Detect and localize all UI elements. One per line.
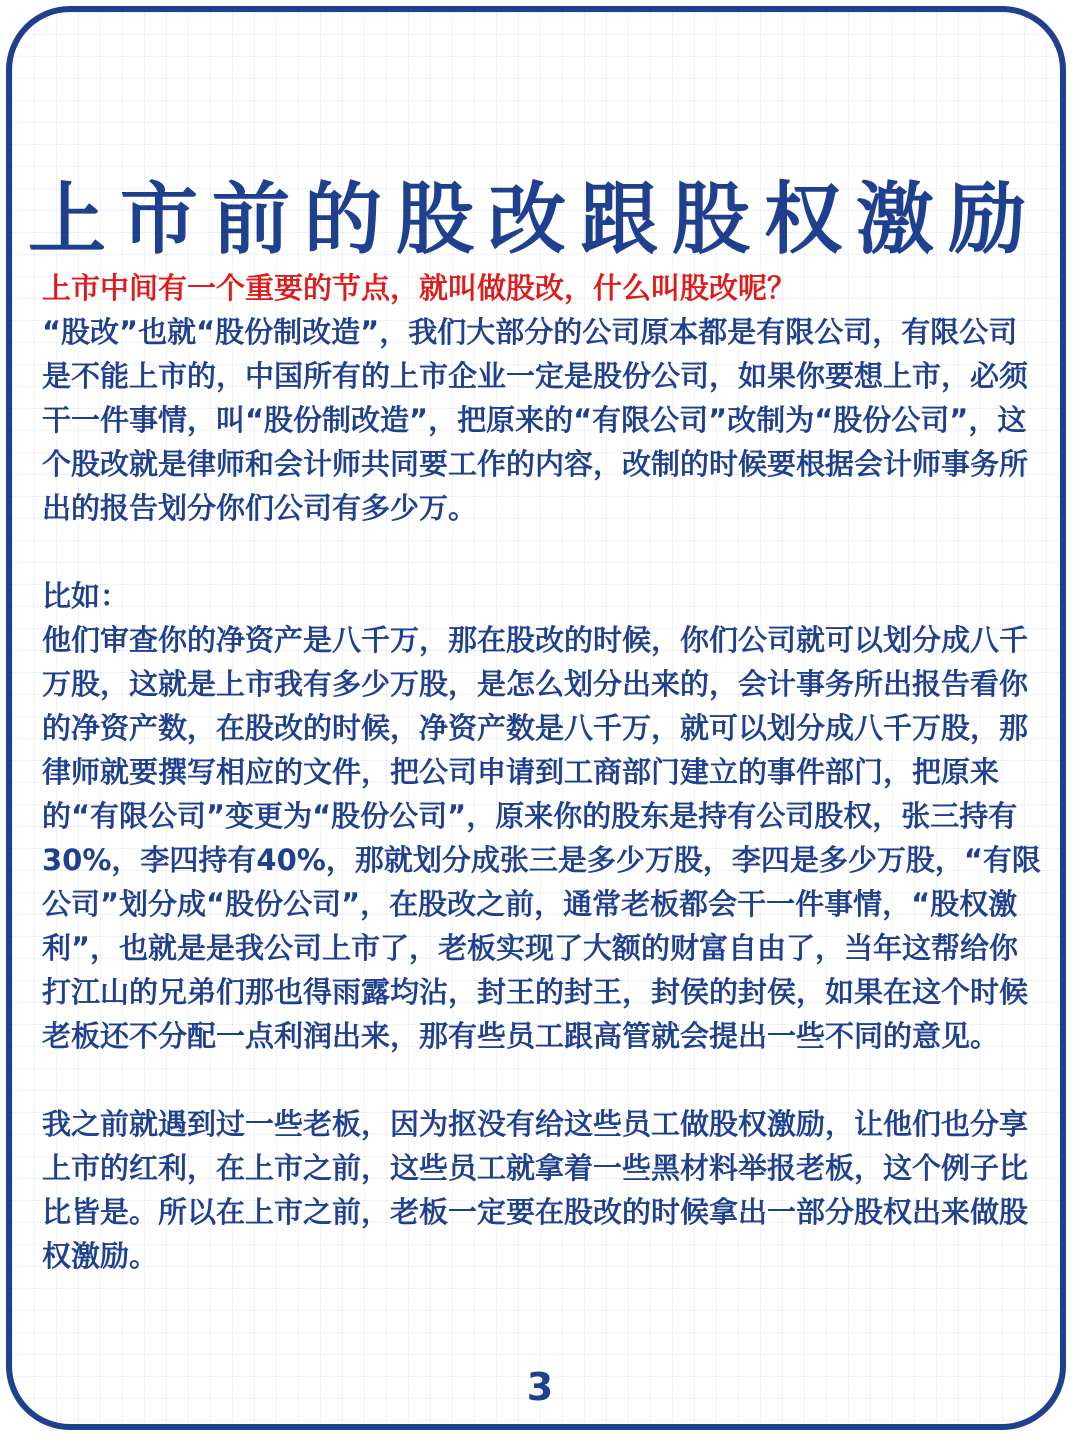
page-number: 3 — [526, 1365, 554, 1409]
lead-question: 上市中间有一个重要的节点，就叫做股改，什么叫股改呢？ — [42, 271, 797, 305]
paragraph-example: 他们审查你的净资产是八千万，那在股改的时候，你们公司就可以划分成八千万股，这就是上市我有多少万股，是怎么划分出来的，会计事务所出报告看你的净资产数，在股改的时候，净资产数是八千万，就可以划分成八千万股，那律师就要撰写相应的文件，把公司申请到工商部门建立的事件部门，把原来的“有限公司”变更为“股份公司”，原来你的股东是持有公司股权，张三持有30%，李四持有40%，那就划分成张三是多少万股，李四是多少万股，“有限公司”划分成“股份公司”，在股改之前，通常老板都会干一件事情，“股权激利”，也就是是我公司上市了，老板实现了大额的财富自由了，当年这帮给你打江山的兄弟们那也得雨露均沾，封王的封王，封侯的封侯，如果在这个时候老板还不分配一点利润出来，那有些员工跟高管就会提出一些不同的意见。 — [42, 623, 1041, 1053]
page-title: 上市前的股改跟股权激励 — [27, 175, 1040, 266]
paragraph-conclusion: 我之前就遇到过一些老板，因为抠没有给这些员工做股权激励，让他们也分享上市的红利，在上市之前，这些员工就拿着一些黑材料举报老板，这个例子比比皆是。所以在上市之前，老板一定要在股改的时候拿出一部分股权出来做股权激励。 — [42, 1107, 1029, 1273]
example-label: 比如： — [42, 579, 130, 613]
paragraph-definition: “股改”也就“股份制改造”，我们大部分的公司原本都是有限公司，有限公司是不能上市的，中国所有的上市企业一定是股份公司，如果你要想上市，必须干一件事情，叫“股份制改造”，把原来的“有限公司”改制为“股份公司”，这个股改就是律师和会计师共同要工作的内容，改制的时候要根据会计师事务所出的报告划分你们公司有多少万。 — [42, 315, 1029, 525]
paragraph-spacer — [42, 530, 1042, 574]
article-body — [42, 266, 1042, 1278]
paragraph-spacer — [42, 1058, 1042, 1102]
